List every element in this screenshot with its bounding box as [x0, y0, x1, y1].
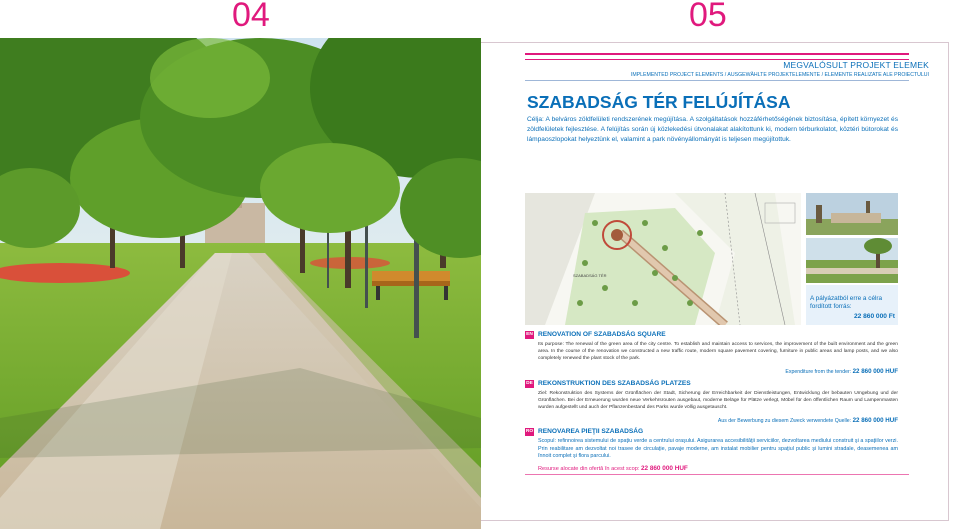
project-title: SZABADSÁG TÉR FELÚJÍTÁSA [527, 92, 791, 112]
section-title: MEGVALÓSULT PROJEKT ELEMEK [783, 60, 929, 70]
section-subtitle: IMPLEMENTED PROJECT ELEMENTS / AUSGEWÄHLTE PROJEKTELEMENTE / ELEMENTE REALIZATE ALE PROIECTULUI [630, 72, 929, 78]
section-title-en: RENOVATION OF SZABADSÁG SQUARE [538, 331, 666, 338]
amount-en [785, 368, 898, 375]
flag-ro: RO [525, 429, 534, 434]
funding-value: 22 860 000 Ft [853, 313, 895, 320]
photo-thumbnail-1 [806, 193, 898, 235]
flag-de: DE [526, 381, 533, 386]
section-text-en: Its purpose: The renewal of the green area of the city centre. To establish and maintain access to services, the improvement of the built environment and the green area. In the course of the renovation we constructed a new traffic route, modern square pavement covering, furniture in public areas and lamp posts, and we also completely renewed the plant stock of the park. [538, 342, 898, 362]
accent-rule [525, 53, 909, 55]
funding-text: A pályázatból erre a célra fordított forrás: [810, 295, 883, 310]
photo-thumbnail-2 [806, 238, 898, 283]
project-lead: Célja: A belváros zöldfelületi rendszerének megújítása. A szolgáltatások hozzáférhetőségének biztosítása, épített környezet és zöldfelületek fejlesztése. A felújítás során új közlekedési útvonalakat alakítottunk ki, modern térburkolatot, köztéri bútorokat és lámpaoszlopokat helyeztünk el, valamint a park növényállományát is teljesen megújítottuk. [527, 116, 898, 143]
amount-label-en: Expenditure from the tender: [785, 369, 852, 375]
amount-ro [538, 465, 688, 472]
header-divider [525, 80, 909, 81]
plan-label: SZABADSÁG TÉR [573, 273, 607, 278]
section-title-ro: RENOVAREA PIEŢII SZABADSÁG [538, 428, 644, 435]
section-text-ro: Scopul: refinnoirea sistemului de spaţiu verde a centrului oraşului. Asigurarea accesibilităţii serviciilor, dezvoltarea mediului construit şi a spaţiilor verzi. Prin reabilitare am dezvoltat noi trasee de circulaţie, pavaje moderne, am instalat mobilier pentru spaţiul public şi lumini stradale, deasemenea am înnoit complet şi flora parcului. [538, 438, 898, 460]
amount-label-de: Aus der Bewerbung zu diesem Zweck verwendete Quelle: [717, 418, 852, 424]
funding-box [806, 285, 898, 325]
park-photo [0, 38, 481, 529]
footer-rule [525, 474, 909, 475]
page-number-left: 04 [232, 0, 270, 34]
section-text-de: Ziel: Rekonstruktion des Systems der Grünflächen der Stadt, Sicherung der Erreichbarkeit der Dienstleistungen, Entwicklung der bebauten Umgebung und der Grünflächen. Bei der Erneuerung wurden neue Verkehrsrouten ausgebaut, moderne Beläge für Plätze verlegt, Möbel für den öffentlichen Raum und Lampenmasten wurden aufgestellt und auch der Pflanzenbestand des Parks wurde völlig ausgetauscht. [538, 391, 898, 411]
flag-en: EN [526, 332, 533, 337]
amount-value-de: 22 860 000 HUF [852, 417, 898, 424]
page-number-right: 05 [689, 0, 727, 34]
amount-label-ro: Resurse alocate din ofertă în acest scop: [538, 466, 640, 472]
right-page [481, 38, 960, 529]
amount-value-en: 22 860 000 HUF [852, 368, 898, 375]
amount-de [718, 417, 898, 424]
section-title-de: REKONSTRUKTION DES SZABADSÁG PLATZES [538, 380, 691, 387]
amount-value-ro: 22 860 000 HUF [640, 465, 688, 472]
site-plan [525, 193, 801, 325]
